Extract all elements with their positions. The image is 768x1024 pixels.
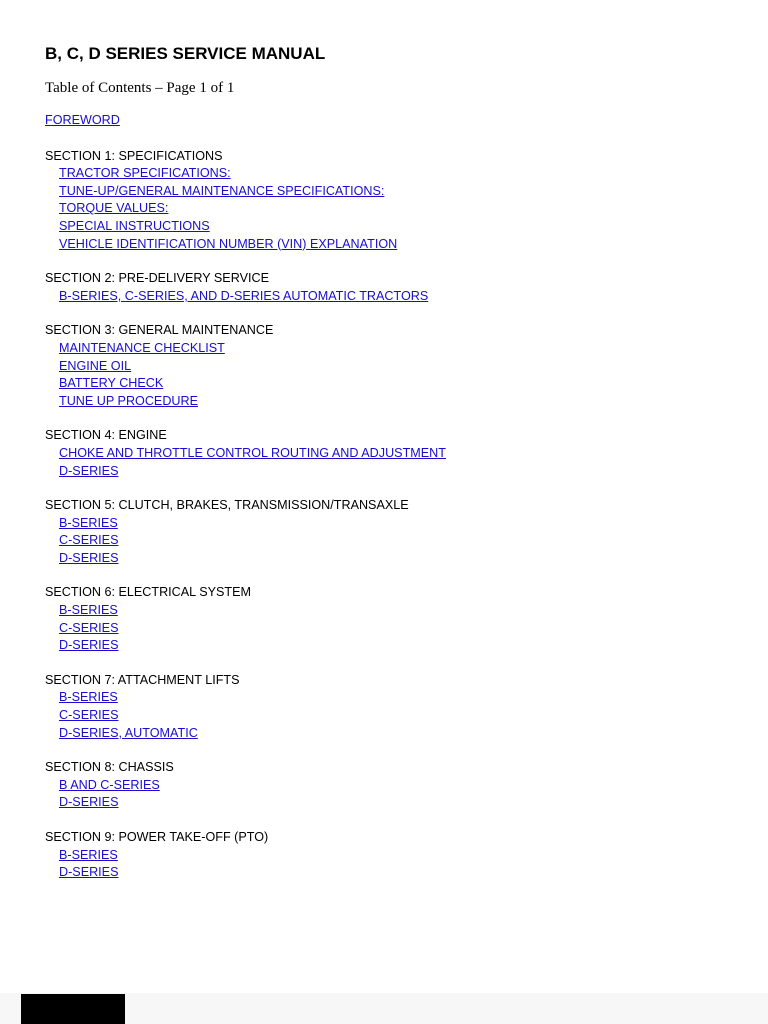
toc-link[interactable]: D-SERIES, AUTOMATIC <box>59 725 198 740</box>
list-item <box>59 165 446 183</box>
toc-section <box>45 270 446 305</box>
toc-link[interactable]: C-SERIES <box>59 708 119 723</box>
toc-section <box>45 427 446 480</box>
document-title: B, C, D SERIES SERVICE MANUAL <box>45 44 326 63</box>
section-heading: SECTION 2: PRE-DELIVERY SERVICE <box>45 271 269 286</box>
list-item <box>59 794 446 812</box>
toc-section <box>45 759 446 812</box>
section-heading: SECTION 5: CLUTCH, BRAKES, TRANSMISSION/TRANSAXLE <box>45 498 409 513</box>
foreword-link[interactable]: FOREWORD <box>45 113 120 127</box>
toc-section <box>45 497 446 567</box>
toc-sections <box>45 148 446 882</box>
toc-link[interactable]: D-SERIES <box>59 550 119 565</box>
toc-link[interactable]: B-SERIES <box>59 515 118 530</box>
list-item <box>59 602 446 620</box>
section-link-list <box>45 777 446 812</box>
toc-link[interactable]: ENGINE OIL <box>59 358 132 373</box>
section-heading: SECTION 7: ATTACHMENT LIFTS <box>45 672 240 687</box>
section-link-list <box>45 515 446 568</box>
toc-section <box>45 322 446 410</box>
toc-link[interactable]: D-SERIES <box>59 865 119 880</box>
list-item <box>59 847 446 865</box>
list-item <box>59 183 446 201</box>
document-subtitle: Table of Contents – Page 1 of 1 <box>45 80 235 96</box>
list-item <box>59 777 446 795</box>
list-item <box>59 515 446 533</box>
toc-link[interactable]: B-SERIES <box>59 690 118 705</box>
section-link-list <box>45 602 446 655</box>
list-item <box>59 288 446 306</box>
toc-link[interactable]: D-SERIES <box>59 463 119 478</box>
toc-link[interactable]: C-SERIES <box>59 620 119 635</box>
list-item <box>59 340 446 358</box>
section-heading: SECTION 4: ENGINE <box>45 428 167 443</box>
list-item <box>59 236 446 254</box>
section-link-list <box>45 847 446 882</box>
toc-link[interactable]: BATTERY CHECK <box>59 376 164 391</box>
toc-link[interactable]: VEHICLE IDENTIFICATION NUMBER (VIN) EXPLANATION <box>59 236 398 251</box>
list-item <box>59 620 446 638</box>
list-item <box>59 637 446 655</box>
list-item <box>59 358 446 376</box>
list-item <box>59 200 446 218</box>
toc-link[interactable]: B-SERIES <box>59 603 118 618</box>
toc-link[interactable]: B AND C-SERIES <box>59 777 160 792</box>
toc-link[interactable]: B-SERIES, C-SERIES, AND D-SERIES AUTOMATIC TRACTORS <box>59 288 429 303</box>
toc-link[interactable]: MAINTENANCE CHECKLIST <box>59 340 225 355</box>
section-link-list <box>45 340 446 410</box>
toc-link[interactable]: TUNE-UP/GENERAL MAINTENANCE SPECIFICATIONS: <box>59 183 385 198</box>
section-link-list <box>45 288 446 306</box>
section-heading: SECTION 6: ELECTRICAL SYSTEM <box>45 585 251 600</box>
section-heading: SECTION 9: POWER TAKE-OFF (PTO) <box>45 830 269 844</box>
list-item <box>59 689 446 707</box>
toc-section <box>45 829 446 882</box>
toc-link[interactable]: CHOKE AND THROTTLE CONTROL ROUTING AND ADJUSTMENT <box>59 445 446 460</box>
section-heading: SECTION 8: CHASSIS <box>45 760 174 775</box>
toc-link[interactable]: SPECIAL INSTRUCTIONS <box>59 218 210 233</box>
redaction-block <box>21 994 125 1024</box>
section-link-list <box>45 689 446 742</box>
list-item <box>59 725 446 743</box>
list-item <box>59 864 446 882</box>
toc-link[interactable]: TUNE UP PROCEDURE <box>59 393 199 408</box>
list-item <box>59 463 446 481</box>
section-link-list <box>45 165 446 253</box>
section-link-list <box>45 445 446 480</box>
toc-link[interactable]: TORQUE VALUES: <box>59 201 169 216</box>
list-item <box>59 393 446 411</box>
toc-link[interactable]: B-SERIES <box>59 847 118 862</box>
toc-link[interactable]: TRACTOR SPECIFICATIONS: <box>59 166 231 181</box>
toc-link[interactable]: D-SERIES <box>59 795 119 810</box>
toc-section <box>45 672 446 742</box>
toc-section <box>45 148 446 254</box>
section-heading: SECTION 3: GENERAL MAINTENANCE <box>45 323 274 338</box>
toc-section <box>45 584 446 654</box>
list-item <box>59 707 446 725</box>
toc-link[interactable]: D-SERIES <box>59 638 119 653</box>
list-item <box>59 218 446 236</box>
list-item <box>59 532 446 550</box>
section-heading: SECTION 1: SPECIFICATIONS <box>45 148 223 163</box>
list-item <box>59 550 446 568</box>
toc-link[interactable]: C-SERIES <box>59 533 119 548</box>
table-of-contents <box>45 112 446 899</box>
list-item <box>59 445 446 463</box>
list-item <box>59 375 446 393</box>
